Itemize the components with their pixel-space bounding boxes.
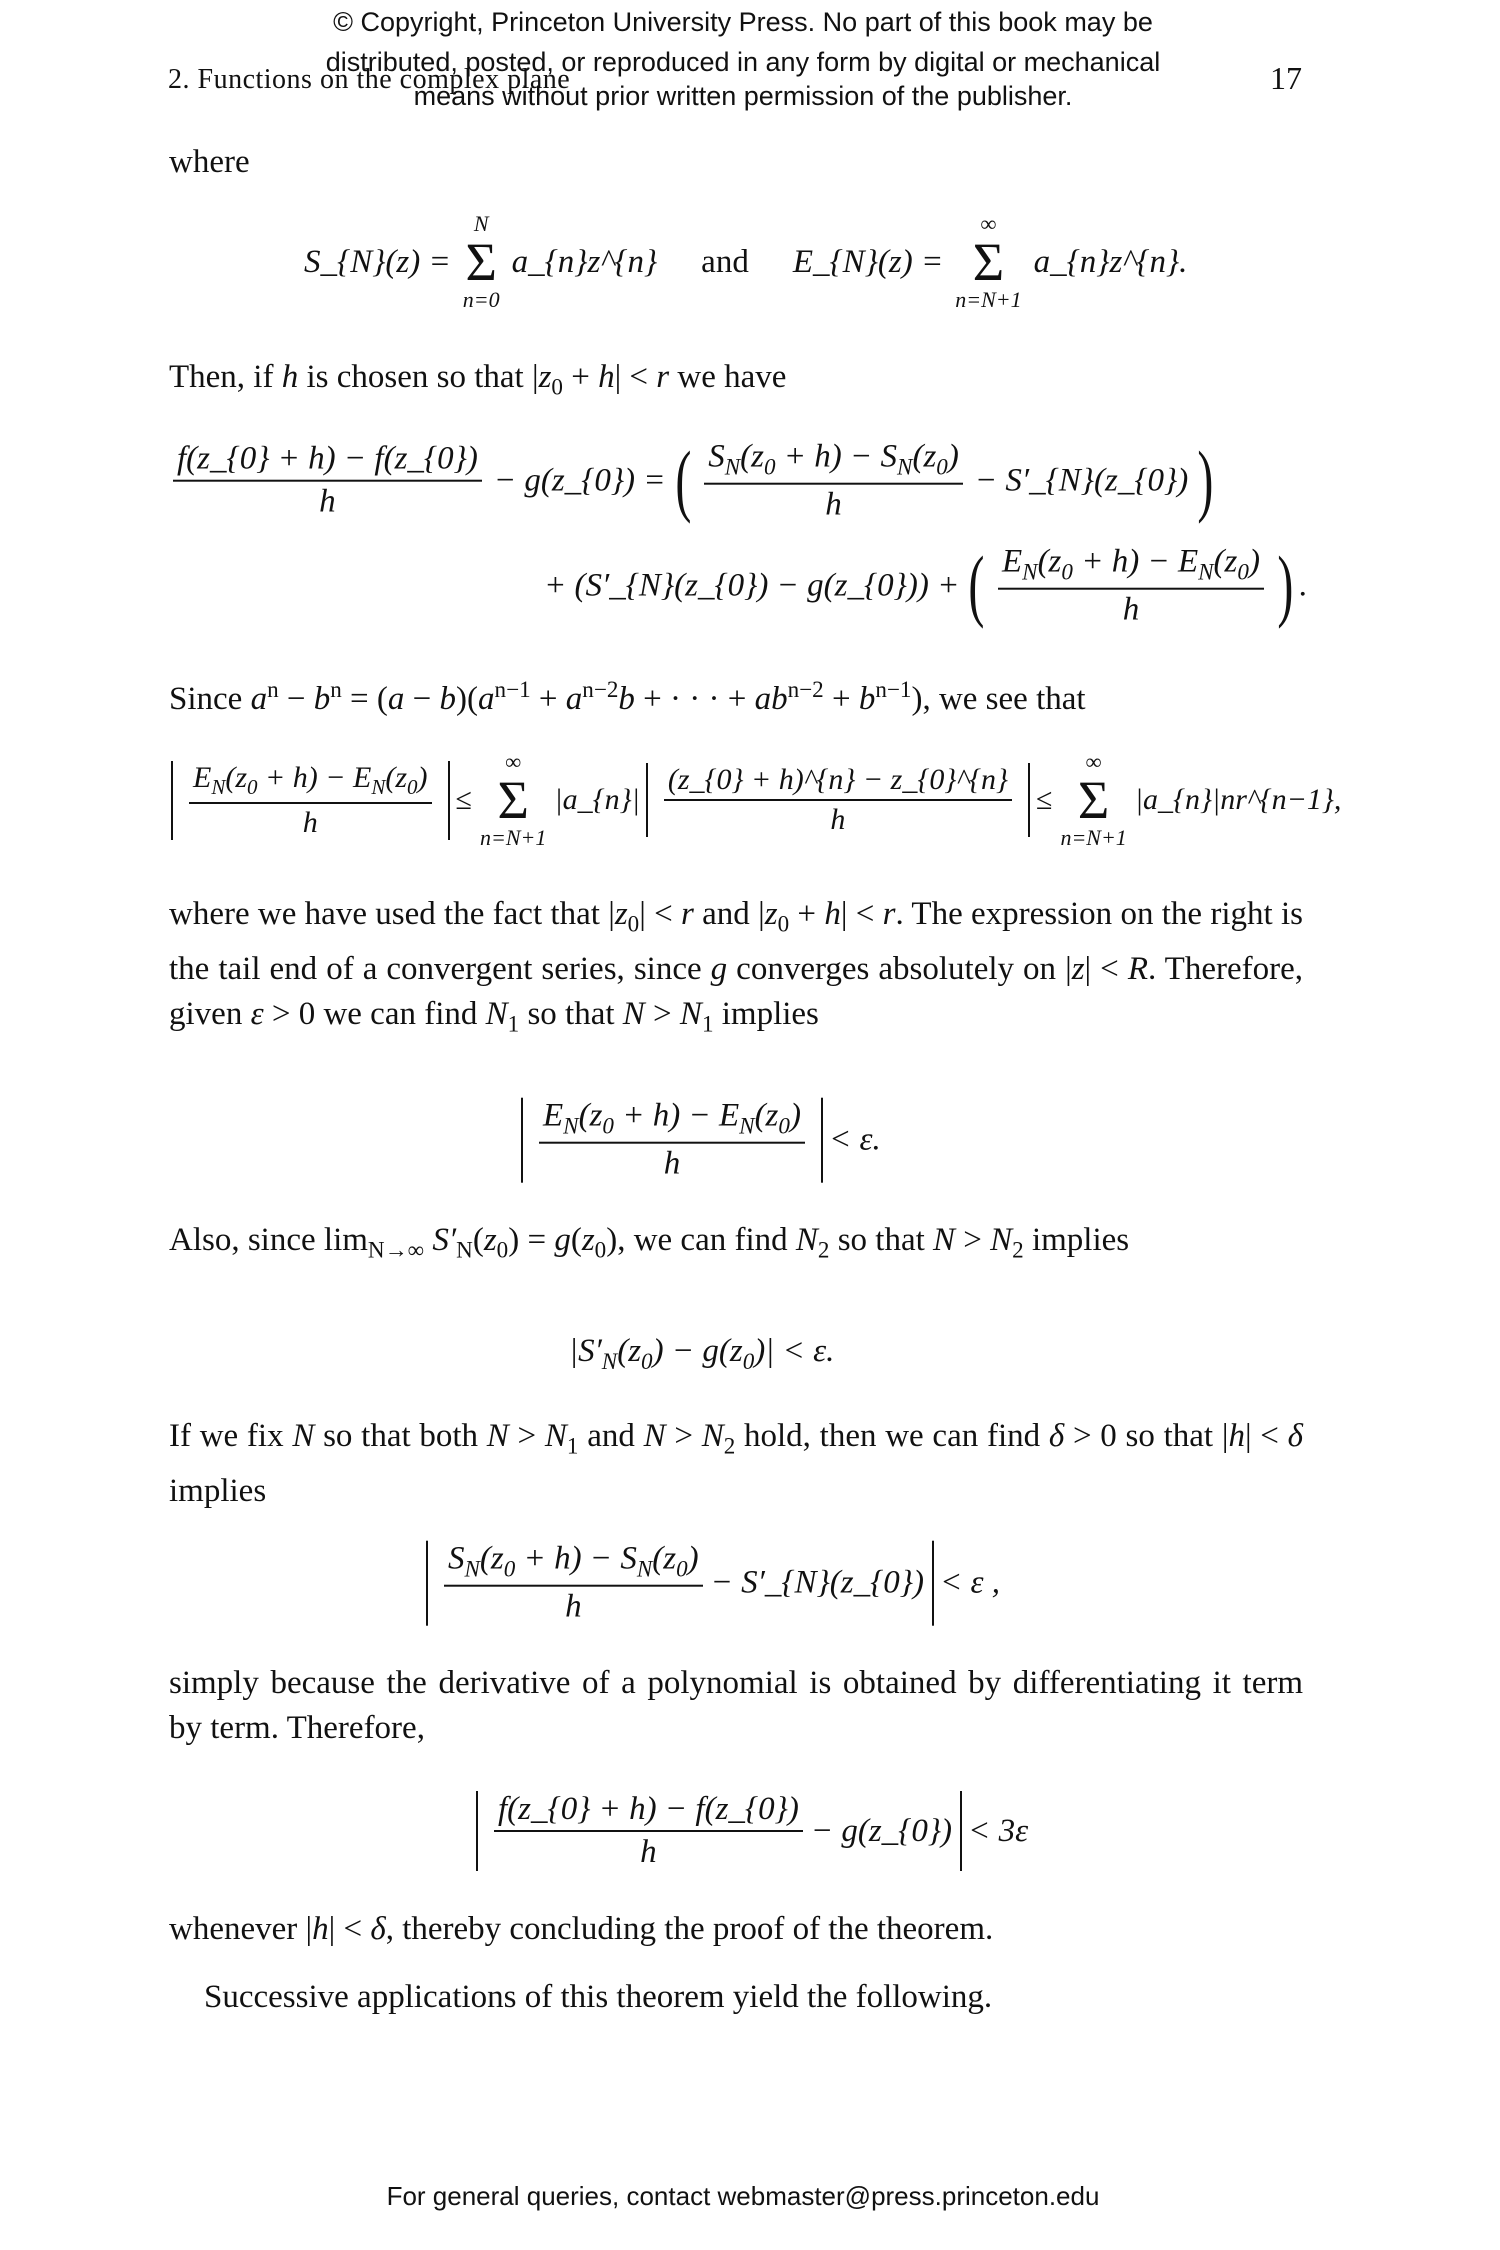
sum-lower: n=N+1: [479, 825, 547, 850]
equation-sprime-epsilon: [569, 1333, 834, 1375]
numerator: $E_N(z_0 + h) - E_N(z_0)$: [1001, 543, 1260, 585]
text-since: Since $a^n - b^n = (a - b)(a^{n-1} + a^{n-2}b$ + · · · + $ab^{n-2} + b^{n-1}$), we see that: [169, 676, 1086, 717]
right-paren: ): [1197, 437, 1214, 525]
numerator: (z_{0} + h)^{n} − z_{0}^{n}: [667, 763, 1008, 796]
eq-part: |a_{n}|: [554, 783, 640, 816]
left-paren: (: [968, 542, 985, 630]
eq-part: < ε ,: [939, 1564, 1001, 1601]
eq-part: |a_{n}|nr^{n−1},: [1134, 783, 1342, 816]
eq-part: < ε.: [828, 1121, 881, 1158]
eq-part: − g(z_{0}): [810, 1812, 953, 1849]
eq-part: a_{n}z^{n}: [511, 243, 658, 280]
sum-upper: ∞: [1085, 749, 1102, 774]
denominator: h: [664, 799, 1012, 837]
denominator: h: [704, 482, 963, 523]
denominator: h: [494, 1830, 803, 1871]
summation: [463, 213, 500, 311]
text-then: Then, if h is chosen so that $|z_0 + h| < r$ we have: [169, 359, 787, 400]
page-number: 17: [1270, 60, 1302, 96]
numerator: $E_N(z_0 + h) - E_N(z_0)$: [193, 760, 428, 799]
fraction: [494, 1791, 803, 1871]
absolute-value: [171, 761, 450, 840]
sigma-icon: Σ: [497, 770, 529, 830]
fraction: [539, 1098, 805, 1183]
equation-difference-line1: [165, 439, 1219, 524]
summation: [955, 213, 1021, 311]
eq-part: E_{N}(z) =: [792, 243, 944, 280]
sum-upper: ∞: [505, 749, 522, 774]
numerator: f(z_{0} + h) − f(z_{0}): [177, 441, 478, 477]
numerator: $S_N(z_0 + h) - S_N(z_0)$: [708, 438, 959, 480]
equation-sn-en: [300, 213, 1191, 311]
eq-part: − S′_{N}(z_{0}): [710, 1564, 924, 1601]
denominator: h: [539, 1141, 805, 1182]
eq-part: S_{N}(z) =: [304, 243, 451, 280]
text-also: Also, since $\lim_{N\to\infty} S'_N(z_0) = g(z_0)$, we can find $N_2$ so that $N > N_2$ implies: [169, 1222, 1130, 1263]
fraction: [664, 763, 1012, 837]
equation-bound: [165, 751, 1341, 849]
equation-en-epsilon: [515, 1098, 881, 1183]
leq: ≤: [455, 783, 472, 816]
eq-part: < 3ε: [968, 1812, 1029, 1849]
eq-part: a_{n}z^{n}.: [1033, 243, 1188, 280]
left-paren: (: [674, 437, 691, 525]
text-simply: simply because the derivative of a polynomial is obtained by differentiating it term by term. Therefore,: [169, 1665, 1303, 1746]
copyright-line: means without prior written permission of the publisher.: [413, 81, 1073, 111]
denominator: h: [998, 587, 1264, 628]
fraction: [704, 439, 963, 524]
text-paragraph: where we have used the fact that $|z_0| < r$ and $|z_0 + h| < r$. The expression on the right is the tail end of a convergent series, since g converges absolutely on |z| < R. Therefore, given ε > 0 we can find $N_1$ so that $N > N_1$ implies: [169, 896, 1303, 1037]
right-paren: ): [1277, 542, 1294, 630]
absolute-value: [476, 1791, 962, 1871]
absolute-value: [521, 1098, 823, 1183]
absolute-value: [646, 763, 1030, 837]
numerator: $E_N(z_0 + h) - E_N(z_0)$: [543, 1097, 801, 1139]
sigma-icon: Σ: [972, 232, 1005, 292]
sum-upper: ∞: [980, 211, 997, 236]
fraction: [998, 544, 1264, 629]
eq-part: − S′_{N}(z_{0}): [974, 462, 1189, 499]
sum-lower: n=N+1: [955, 287, 1022, 312]
running-head: 2. Functions on the complex plane: [168, 64, 571, 95]
text-whenever: whenever |h| < δ, thereby concluding the proof of the theorem.: [169, 1911, 994, 1947]
text-successive: Successive applications of this theorem yield the following.: [204, 1979, 993, 2015]
eq-part: $|S'_N(z_0) - g(z_0)| < \varepsilon$.: [569, 1333, 835, 1374]
equation-final: [470, 1791, 1028, 1871]
summation: [1060, 751, 1126, 849]
text-where: where: [169, 144, 250, 180]
copyright-line: © Copyright, Princeton University Press. No part of this book may be: [333, 7, 1153, 37]
copyright-line: distributed, posted, or reproduced in any form by digital or mechanical: [325, 47, 1161, 77]
summation: [480, 751, 546, 849]
eq-part: − g(z_{0}) =: [493, 462, 666, 499]
denominator: h: [173, 480, 482, 521]
numerator: f(z_{0} + h) − f(z_{0}): [498, 1791, 799, 1827]
leq: ≤: [1035, 783, 1053, 816]
equation-difference-line2: [540, 544, 1307, 629]
denominator: h: [189, 802, 432, 840]
sum-lower: n=0: [462, 287, 500, 312]
eq-and: and: [701, 243, 749, 280]
sigma-icon: Σ: [1077, 770, 1110, 830]
sum-lower: n=N+1: [1060, 825, 1127, 850]
eq-period: .: [1298, 567, 1307, 604]
footer-contact: For general queries, contact webmaster@press.princeton.edu: [386, 2181, 1100, 2211]
absolute-value: [426, 1541, 934, 1626]
eq-part: + (S′_{N}(z_{0}) − g(z_{0})) +: [544, 567, 960, 604]
fraction: [444, 1541, 703, 1626]
equation-sn-epsilon: [420, 1541, 1000, 1626]
text-if-we-fix: If we fix N so that both $N > N_1$ and $N > N_2$ hold, then we can find δ > 0 so that |h| < δ implies: [169, 1418, 1303, 1509]
sigma-icon: Σ: [465, 232, 497, 292]
denominator: h: [444, 1584, 703, 1625]
fraction: [189, 761, 432, 840]
fraction: [173, 441, 482, 521]
sum-upper: N: [473, 211, 489, 236]
numerator: $S_N(z_0 + h) - S_N(z_0)$: [448, 1540, 699, 1582]
